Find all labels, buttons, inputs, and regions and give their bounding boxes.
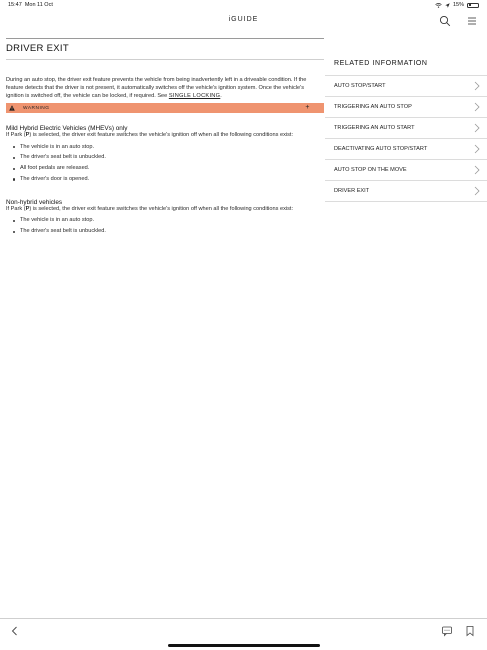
related-item-label: AUTO STOP ON THE MOVE [334,167,407,173]
related-item-label: DRIVER EXIT [334,188,370,194]
clock-text: 15:47 [8,2,22,8]
text-post: ) is selected, the driver exit feature switches the vehicle's ignition off when all the following conditions exist: [29,132,294,138]
warning-bar[interactable] [6,103,324,113]
section-text-non-hybrid [6,206,324,214]
section-text-mhev [6,132,324,140]
related-information-panel [325,38,487,202]
related-item-driver-exit[interactable] [325,181,487,202]
park-symbol: P [25,132,30,138]
chevron-right-icon [474,102,480,112]
list-item: The driver's seat belt is unbuckled. [6,226,324,237]
warning-icon [9,105,15,111]
back-icon[interactable] [9,625,21,637]
list-item: The vehicle is in an auto stop. [6,215,324,226]
status-indicators [435,2,479,8]
status-time [8,2,53,8]
home-indicator[interactable] [168,644,320,647]
search-icon[interactable] [439,15,451,27]
related-item-triggering-auto-stop[interactable] [325,97,487,118]
app-title: iGUIDE [228,16,259,23]
related-item-deactivating-auto-stop-start[interactable] [325,139,487,160]
top-bar [0,12,487,30]
menu-icon[interactable] [466,15,478,27]
list-item: The driver's seat belt is unbuckled. [6,152,324,163]
page-title: DRIVER EXIT [6,43,69,54]
status-bar [0,0,487,12]
title-bottom-divider [6,59,324,60]
chevron-right-icon [474,81,480,91]
bookmark-icon[interactable] [464,625,476,637]
park-symbol: P [25,205,30,212]
list-item: The vehicle is in an auto stop. [6,142,324,153]
section-heading-non-hybrid: Non-hybrid vehicles [6,198,63,206]
list-item: The driver's door is opened. [6,174,324,185]
wifi-icon [435,3,442,8]
related-item-label: AUTO STOP/START [334,83,386,89]
single-locking-link[interactable]: SINGLE LOCKING [168,93,221,99]
chevron-right-icon [474,165,480,175]
chevron-right-icon [474,186,480,196]
intro-end: . [220,93,222,99]
bottom-toolbar [0,618,487,650]
related-item-auto-stop-start[interactable] [325,76,487,97]
text-post: ) is selected, the driver exit feature switches the vehicle's ignition off when all the following conditions exist: [29,205,294,212]
expand-plus-icon[interactable]: + [305,104,310,111]
text-pre: If Park ( [6,132,26,138]
battery-icon [467,3,479,8]
text-pre: If Park ( [6,205,26,212]
related-item-triggering-auto-start[interactable] [325,118,487,139]
chevron-right-icon [474,123,480,133]
list-item: All foot pedals are released. [6,163,324,174]
warning-label: WARNING [23,105,50,111]
related-item-auto-stop-on-the-move[interactable] [325,160,487,181]
location-icon [445,3,450,8]
bullet-list-non-hybrid [6,215,324,237]
intro-text: During an auto stop, the driver exit feature prevents the vehicle from being inadvertently left in a driveable condition. If the feature detects that the driver is not present, it automatically switches off the vehicle's ignition system. Once the vehicle's ignition is switched off, the vehicle can be locked, if required. See [6,77,307,99]
related-item-label: TRIGGERING AN AUTO START [334,125,415,131]
main-content [6,38,324,237]
intro-paragraph [6,76,324,100]
section-heading-mhev: Mild Hybrid Electric Vehicles (MHEVs) only [6,125,128,132]
battery-percent: 15% [452,2,464,8]
related-heading: RELATED INFORMATION [325,38,487,76]
date-text: Mon 11 Oct [24,2,53,8]
comment-icon[interactable] [441,625,453,637]
related-item-label: DEACTIVATING AUTO STOP/START [334,146,428,152]
bullet-list-mhev [6,142,324,185]
related-item-label: TRIGGERING AN AUTO STOP [334,104,412,110]
chevron-right-icon [474,144,480,154]
